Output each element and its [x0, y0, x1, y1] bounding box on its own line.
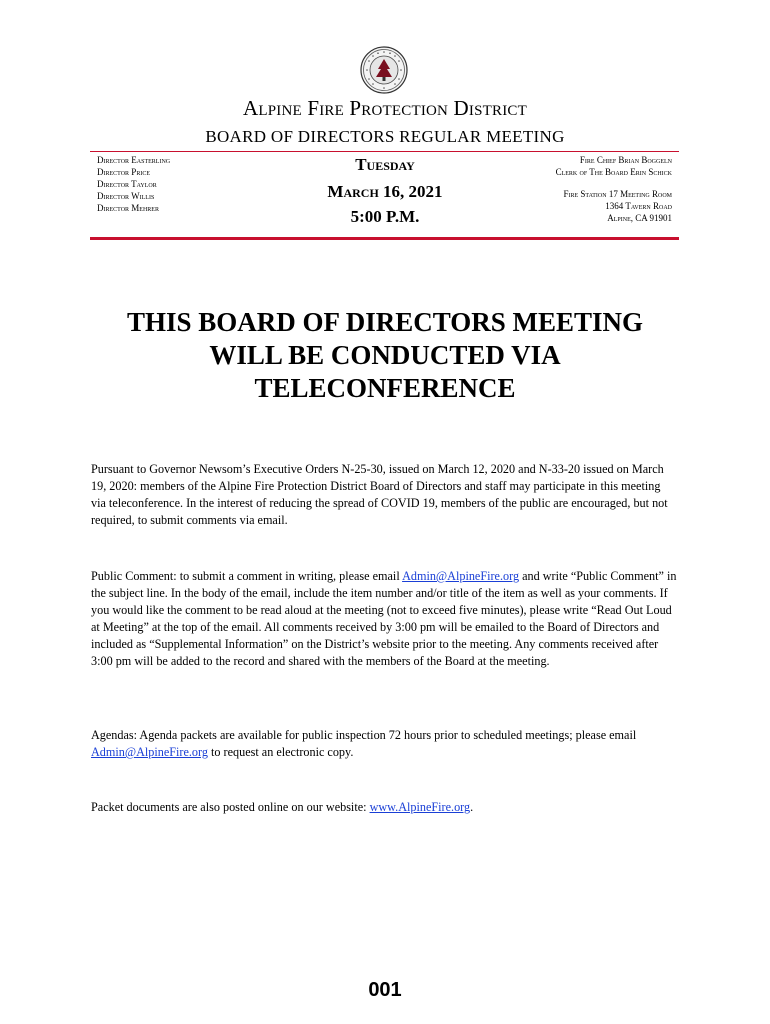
- location-line: Alpine, CA 91901: [607, 213, 672, 223]
- header-divider-thick: [90, 237, 679, 240]
- page-number: 001: [368, 979, 402, 1001]
- notice-line: THIS BOARD OF DIRECTORS MEETING: [126, 307, 644, 337]
- meeting-time: 5:00 P.M.: [350, 207, 420, 226]
- paragraph-text: .: [470, 800, 474, 814]
- director-item: Director Taylor: [97, 179, 157, 189]
- fire-chief: Fire Chief Brian Boggeln: [579, 155, 672, 165]
- meeting-date: March 16, 2021: [327, 182, 443, 201]
- meeting-title: BOARD OF DIRECTORS REGULAR MEETING: [205, 127, 565, 146]
- notice-line: WILL BE CONDUCTED VIA: [209, 340, 561, 370]
- public-comment-paragraph: [91, 568, 677, 670]
- directors-list: [97, 154, 170, 214]
- notice-line: TELECONFERENCE: [254, 373, 516, 403]
- meeting-day: Tuesday: [355, 155, 415, 174]
- paragraph-text: Packet documents are also posted online on our website:: [91, 800, 370, 814]
- district-name: Alpine Fire Protection District: [243, 96, 527, 120]
- admin-email-link[interactable]: Admin@AlpineFire.org: [402, 569, 520, 583]
- teleconference-notice: [100, 306, 670, 405]
- admin-email-link[interactable]: Admin@AlpineFire.org: [91, 745, 208, 759]
- website-link[interactable]: www.AlpineFire.org: [369, 800, 471, 814]
- paragraph-text: and write “Public Comment” in the subject line. In the body of the email, include the item number and/or title of the item as well as your comments. If you would like the comment to be read aloud at the meeting (not to exceed five minutes), please write “Read Out Loud at Meeting” at the top of the email. All comments received by 3:00 pm will be emailed to the Board of Directors and included as “Supplemental Information” on the District’s website prior to the meeting. Any comments received after 3:00 pm will be added to the record and shared with the members of the Board at the meeting.: [91, 569, 677, 668]
- clerk-of-board: Clerk of The Board Erin Schick: [555, 167, 672, 177]
- location-line: Fire Station 17 Meeting Room: [563, 189, 672, 199]
- agendas-paragraph: [91, 727, 677, 761]
- meeting-location: [563, 188, 672, 224]
- paragraph-text: to request an electronic copy.: [207, 745, 354, 759]
- director-item: Director Mehrer: [97, 203, 159, 213]
- director-item: Director Price: [97, 167, 150, 177]
- paragraph-text: Public Comment: to submit a comment in writing, please email: [91, 569, 403, 583]
- paragraph-text: Agendas: Agenda packets are available for public inspection 72 hours prior to scheduled meetings; please email: [91, 728, 637, 742]
- director-item: Director Willis: [97, 191, 155, 201]
- director-item: Director Easterling: [97, 155, 171, 165]
- packet-documents-paragraph: [91, 799, 677, 816]
- header-divider-thin: [90, 151, 679, 152]
- officials-block: [556, 154, 672, 178]
- executive-orders-paragraph: Pursuant to Governor Newsom’s Executive Orders N-25-30, issued on March 12, 2020 and N-33-20 issued on March 19, 2020: members of the Alpine Fire Protection District Board of Directors and staff may participate in this meeting via teleconference. In the interest of reducing the spread of COVID 19, members of the public are encouraged, but not required, to submit comments via email.: [91, 462, 668, 527]
- district-seal-icon: [360, 46, 408, 94]
- location-line: 1364 Tavern Road: [605, 201, 672, 211]
